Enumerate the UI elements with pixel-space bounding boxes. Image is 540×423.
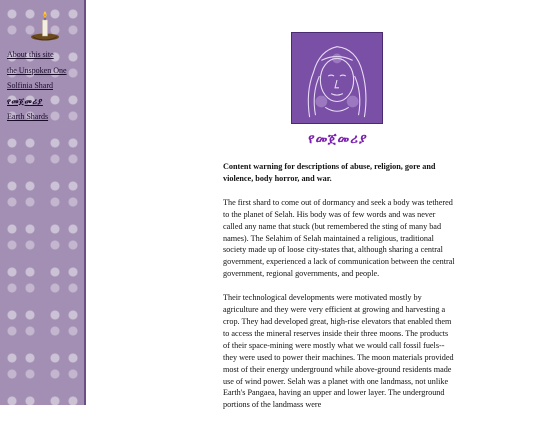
main-content [223, 161, 455, 423]
candle-icon [28, 10, 62, 42]
page-title: የመጀመሪያ [308, 132, 368, 147]
sidebar [0, 0, 84, 405]
paragraph: The first shard to come out of dormancy and seek a body was tethered to the planet of Selah. His body was of few words and was never called any name that stuck (but remembered the sting of many bad names). The Selahim of Selah maintained a religious, traditional society made up of loose city-states that, although sharing a central government, experienced a lack of communication between the central government, regional governments, and people. [223, 197, 455, 279]
paragraph: Their technological developments were motivated mostly by agriculture and they were very efficient at growing and harvesting a crop. They had developed great, high-rise elevators that enabled them to access the mineral reserves inside their three moons. The products of their space-mining were mostly what we would call fossil fuels-- they were used to power their machines. The moon materials provided most of their energy underground while above-ground residents made use of wind power. Selah was a planet with one landmass, not unlike Earth's Pangaea, having an upper and lower layer. The underground portions of the landmass were [223, 293, 454, 410]
nav-link-about[interactable]: About this site [7, 50, 54, 59]
content-warning: Content warning for descriptions of abuse, religion, gore and violence, body horror, and war. [223, 162, 436, 183]
nav-link-solfinia-shard[interactable]: Solfinia Shard [7, 81, 53, 90]
nav-link-earth-shards[interactable]: Earth Shards [7, 112, 49, 121]
nav-link-first-shard[interactable]: የመጀመሪያ [7, 96, 43, 106]
sidebar-divider [84, 0, 86, 405]
portrait-image [291, 32, 383, 124]
sidebar-nav [7, 47, 83, 125]
nav-link-unspoken-one[interactable]: the Unspoken One [7, 65, 67, 75]
